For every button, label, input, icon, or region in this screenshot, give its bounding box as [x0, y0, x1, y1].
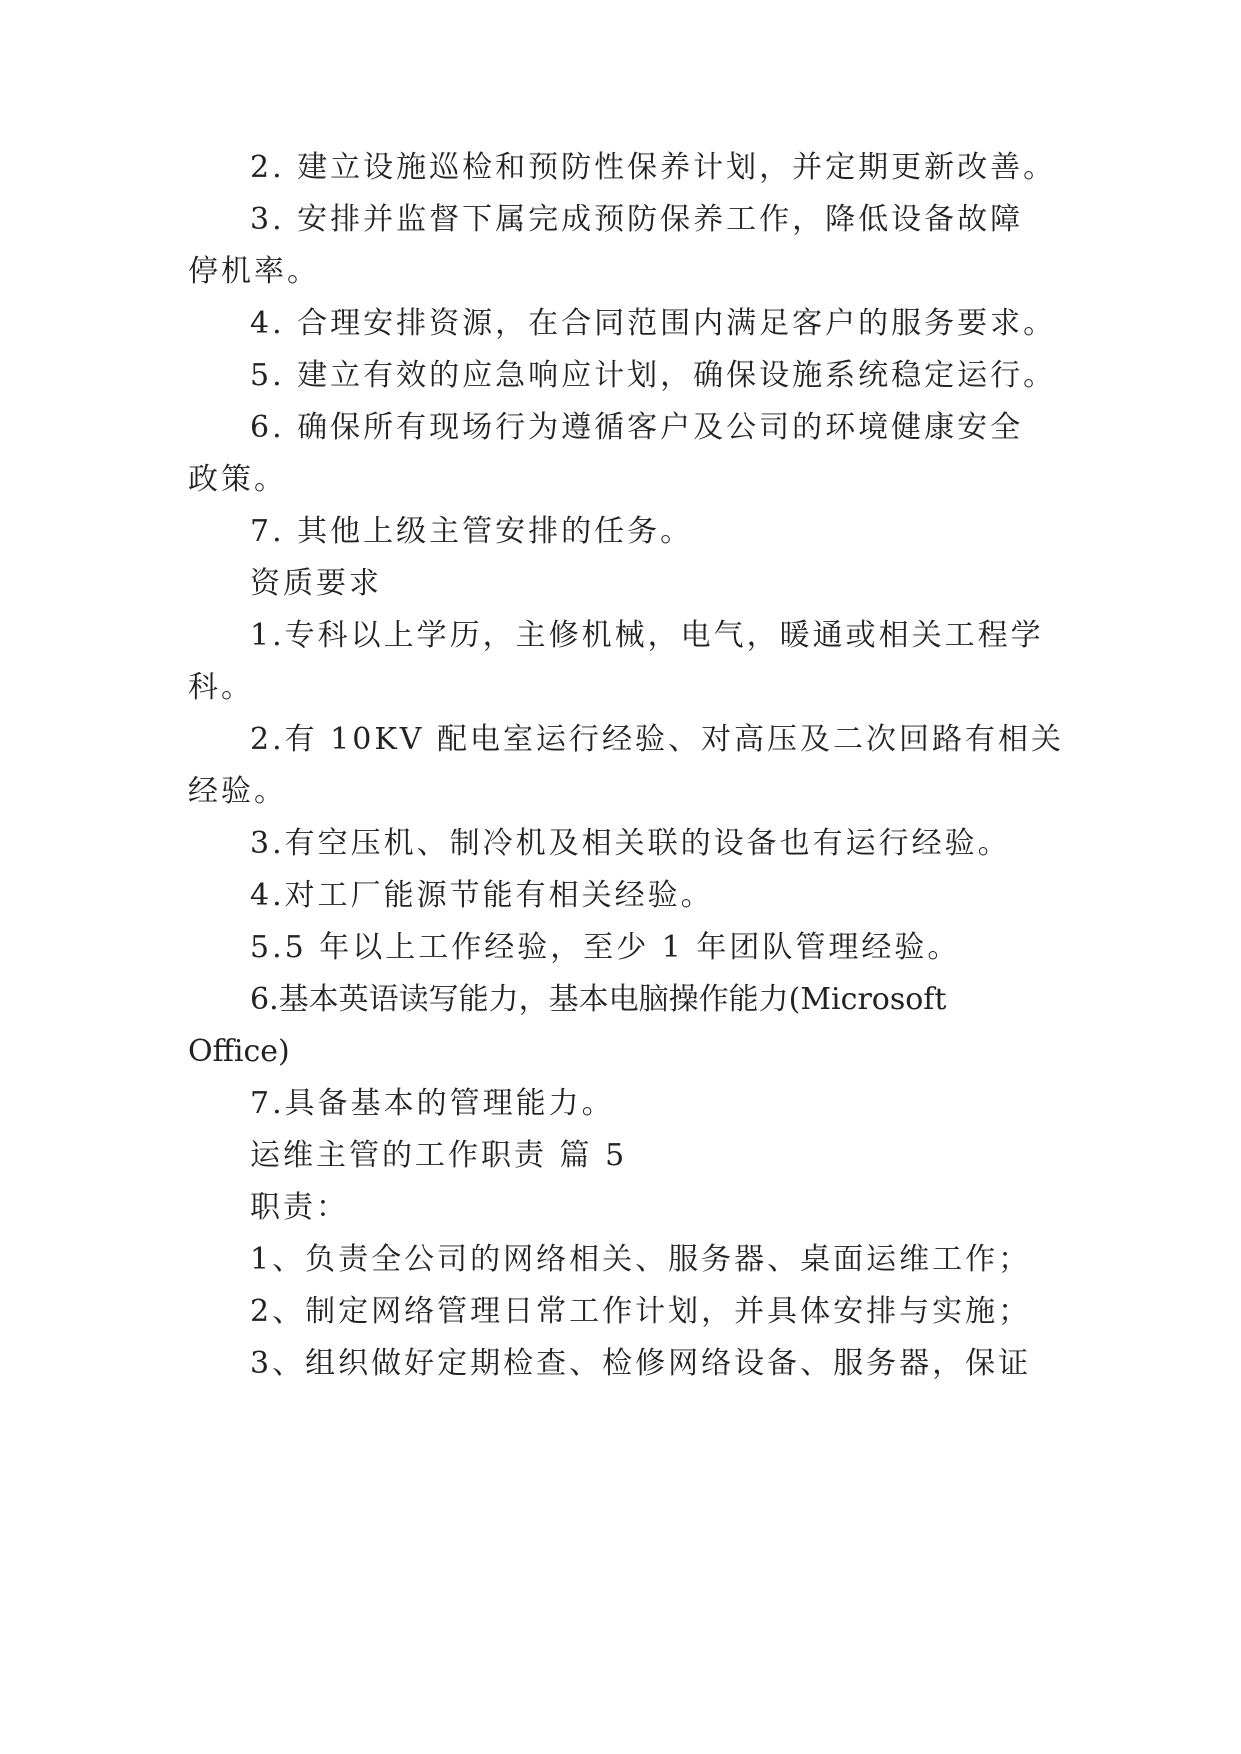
qualification-item-2-continuation: 经验。 — [188, 774, 287, 809]
qualification-item-3: 3.有空压机、制冷机及相关联的设备也有运行经验。 — [250, 826, 1011, 861]
qualification-item-1-continuation: 科。 — [188, 670, 254, 705]
qualification-item-7: 7.具备基本的管理能力。 — [250, 1086, 615, 1121]
qualification-item-6-continuation: Office) — [188, 1034, 290, 1069]
section-title: 运维主管的工作职责 篇 5 — [250, 1138, 628, 1173]
duty-item-5: 5. 建立有效的应急响应计划，确保设施系统稳定运行。 — [250, 358, 1057, 393]
qualification-item-1: 1.专科以上学历，主修机械，电气，暖通或相关工程学 — [250, 618, 1044, 653]
duty-item-3: 3. 安排并监督下属完成预防保养工作，降低设备故障 — [250, 202, 1024, 237]
duty-item-3-continuation: 停机率。 — [188, 254, 320, 289]
qualification-item-2: 2.有 10KV 配电室运行经验、对高压及二次回路有相关 — [250, 722, 1064, 757]
duty-item-4: 4. 合理安排资源，在合同范围内满足客户的服务要求。 — [250, 306, 1057, 341]
duty-item-7: 7. 其他上级主管安排的任务。 — [250, 514, 694, 549]
qualification-heading: 资质要求 — [250, 566, 382, 601]
responsibility-item-2: 2、制定网络管理日常工作计划，并具体安排与实施； — [250, 1294, 1032, 1329]
responsibility-item-1: 1、负责全公司的网络相关、服务器、桌面运维工作； — [250, 1242, 1032, 1277]
qualification-item-5: 5.5 年以上工作经验，至少 1 年团队管理经验。 — [250, 930, 961, 965]
duty-item-6: 6. 确保所有现场行为遵循客户及公司的环境健康安全 — [250, 410, 1024, 445]
qualification-item-6: 6.基本英语读写能力，基本电脑操作能力(Microsoft — [250, 982, 947, 1017]
qualification-item-4: 4.对工厂能源节能有相关经验。 — [250, 878, 714, 913]
responsibility-item-3: 3、组织做好定期检查、检修网络设备、服务器，保证 — [250, 1346, 1032, 1381]
duty-item-6-continuation: 政策。 — [188, 462, 287, 497]
responsibilities-heading: 职责： — [250, 1190, 349, 1225]
duty-item-2: 2. 建立设施巡检和预防性保养计划，并定期更新改善。 — [250, 150, 1057, 185]
